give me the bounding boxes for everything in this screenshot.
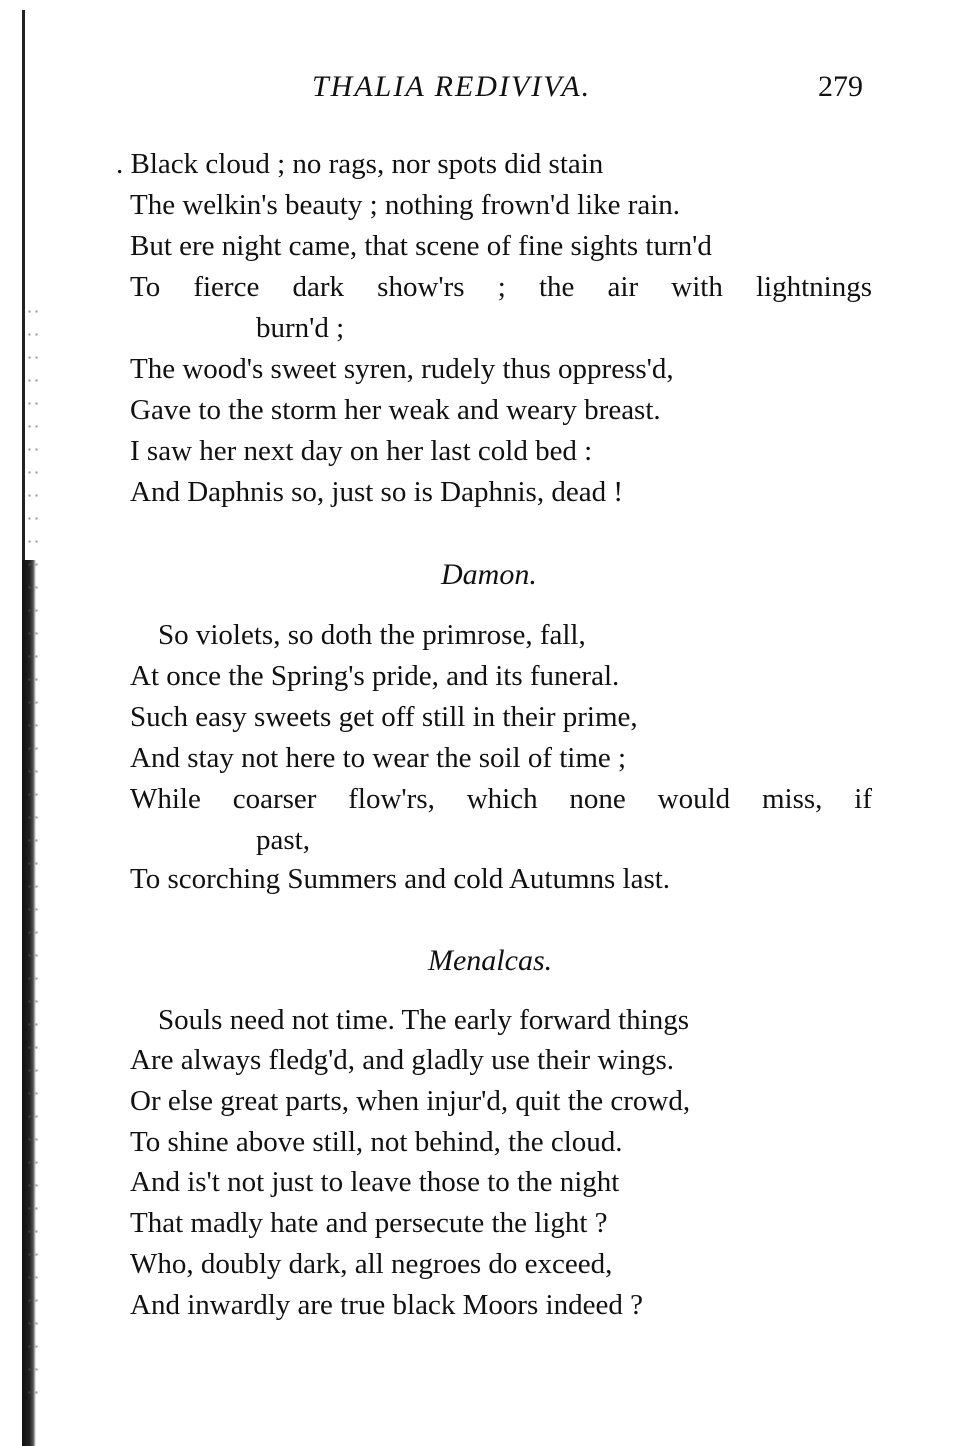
- verse-line: And Daphnis so, just so is Daphnis, dead !: [130, 476, 623, 508]
- verse-line-turnover: past,: [256, 824, 310, 856]
- verse-line: Gave to the storm her weak and weary breast.: [130, 394, 661, 426]
- verse-line: I saw her next day on her last cold bed :: [130, 435, 593, 467]
- verse-line: Such easy sweets get off still in their prime,: [130, 701, 638, 733]
- page-number: 279: [818, 70, 863, 103]
- verse-line: And inwardly are true black Moors indeed ?: [130, 1289, 643, 1321]
- verse-line-turnover: burn'd ;: [256, 312, 345, 344]
- speaker-heading-damon: Damon.: [441, 558, 537, 591]
- verse-line: At once the Spring's pride, and its funeral.: [130, 660, 620, 692]
- scan-specks: [26, 300, 42, 1400]
- verse-line: While coarser flow'rs, which none would miss, if: [130, 783, 872, 815]
- verse-line: The welkin's beauty ; nothing frown'd like rain.: [130, 189, 681, 221]
- binding-edge-thin: [22, 10, 25, 570]
- verse-line: And stay not here to wear the soil of time ;: [130, 742, 627, 774]
- verse-line: To scorching Summers and cold Autumns last.: [130, 863, 671, 895]
- verse-line: To fierce dark show'rs ; the air with lightnings: [130, 271, 872, 303]
- verse-line: Who, doubly dark, all negroes do exceed,: [130, 1248, 613, 1280]
- speaker-heading-menalcas: Menalcas.: [428, 944, 553, 977]
- verse-line: The wood's sweet syren, rudely thus oppress'd,: [130, 353, 674, 385]
- verse-line: So violets, so doth the primrose, fall,: [158, 619, 586, 651]
- verse-line: To shine above still, not behind, the cloud.: [130, 1126, 623, 1158]
- running-head: THALIA REDIVIVA.: [312, 70, 592, 103]
- verse-line: Souls need not time. The early forward things: [158, 1004, 690, 1036]
- verse-line: . Black cloud ; no rags, nor spots did stain: [116, 148, 604, 180]
- verse-line: And is't not just to leave those to the night: [130, 1166, 620, 1198]
- verse-line: That madly hate and persecute the light ?: [130, 1207, 608, 1239]
- binding-shadow: [22, 0, 44, 1446]
- verse-line: But ere night came, that scene of fine sights turn'd: [130, 230, 712, 262]
- verse-line: Or else great parts, when injur'd, quit the crowd,: [130, 1085, 691, 1117]
- verse-line: Are always fledg'd, and gladly use their wings.: [130, 1044, 675, 1076]
